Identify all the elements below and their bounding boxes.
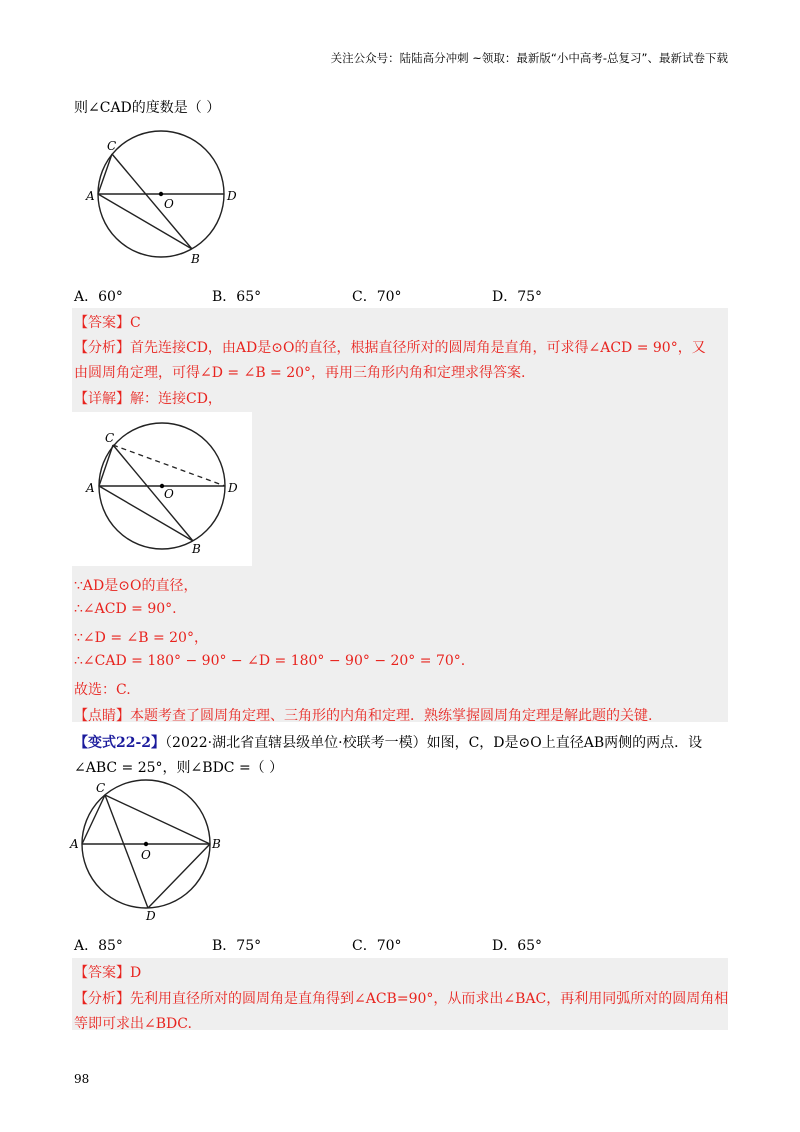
label-o: O <box>164 197 174 211</box>
label-c: C <box>107 139 117 153</box>
analysis-line-1: 【分析】首先连接CD，由AD是⊙O的直径，根据直径所对的圆周角是直角，可求得∠ACD = 90°，又 <box>74 340 706 356</box>
analysis-line-2: 由圆周角定理，可得∠D = ∠B = 20°，再用三角形内角和定理求得答案. <box>74 365 526 381</box>
label-o: O <box>141 848 151 862</box>
label-b: B <box>212 837 221 851</box>
label-o: O <box>164 487 174 501</box>
option-d: D．75° <box>492 289 543 305</box>
analysis-line-1: 【分析】先利用直径所对的圆周角是直角得到∠ACB=90°，从而求出∠BAC，再利用同弧所对的圆周角相 <box>74 991 729 1007</box>
label-c: C <box>96 781 106 795</box>
detail-line: 【详解】解：连接CD， <box>74 391 222 407</box>
analysis-line-2: 等即可求出∠BDC. <box>74 1016 192 1032</box>
solution-line-4: ∴∠CAD = 180° − 90° − ∠D = 180° − 90° − 20° = 70°. <box>74 653 466 669</box>
label-b: B <box>191 252 200 266</box>
question-2-stem-line-1 <box>74 732 702 752</box>
label-a: A <box>70 837 79 851</box>
circle-figure-3 <box>68 776 238 926</box>
question-2-stem-line-2: ∠ABC = 25°，则∠BDC =（ ） <box>74 760 284 776</box>
page-header: 关注公众号：陆陆高分冲刺 ~领取：最新版“小中高考-总复习”、最新试卷下载 <box>330 51 728 65</box>
option-c: C．70° <box>352 289 402 305</box>
variant-tag: 【变式22-2】 <box>74 735 166 751</box>
solution-line-5: 故选：C. <box>74 682 131 698</box>
solution-line-3: ∵∠D = ∠B = 20°， <box>74 630 208 646</box>
option-a: A．60° <box>74 289 123 305</box>
answer-line: 【答案】D <box>74 965 142 981</box>
solution-line-2: ∴∠ACD = 90°. <box>74 601 177 617</box>
question-2-stem-text: （2022·湖北省直辖县级单位·校联考一模）如图，C，D是⊙O上直径AB两侧的两点．设 <box>165 735 703 751</box>
solution-line-1: ∵AD是⊙O的直径， <box>74 578 198 594</box>
label-b: B <box>192 542 201 556</box>
label-a: A <box>86 189 95 203</box>
option-b: B．65° <box>212 289 262 305</box>
option-b: B．75° <box>212 938 262 954</box>
label-d: D <box>228 481 238 495</box>
label-a: A <box>86 481 95 495</box>
answer-line: 【答案】C <box>74 315 141 331</box>
label-d: D <box>227 189 237 203</box>
circle-figure-2 <box>72 412 252 566</box>
question-stem: 则∠CAD的度数是（ ） <box>74 100 221 116</box>
option-d: D．65° <box>492 938 543 954</box>
comment-line: 【点睛】本题考查了圆周角定理、三角形的内角和定理．熟练掌握圆周角定理是解此题的关键. <box>74 708 653 724</box>
label-d: D <box>146 909 156 923</box>
option-a: A．85° <box>74 938 123 954</box>
circle-figure-1 <box>80 130 250 270</box>
page-number: 98 <box>74 1072 90 1086</box>
label-c: C <box>105 431 115 445</box>
option-c: C．70° <box>352 938 402 954</box>
